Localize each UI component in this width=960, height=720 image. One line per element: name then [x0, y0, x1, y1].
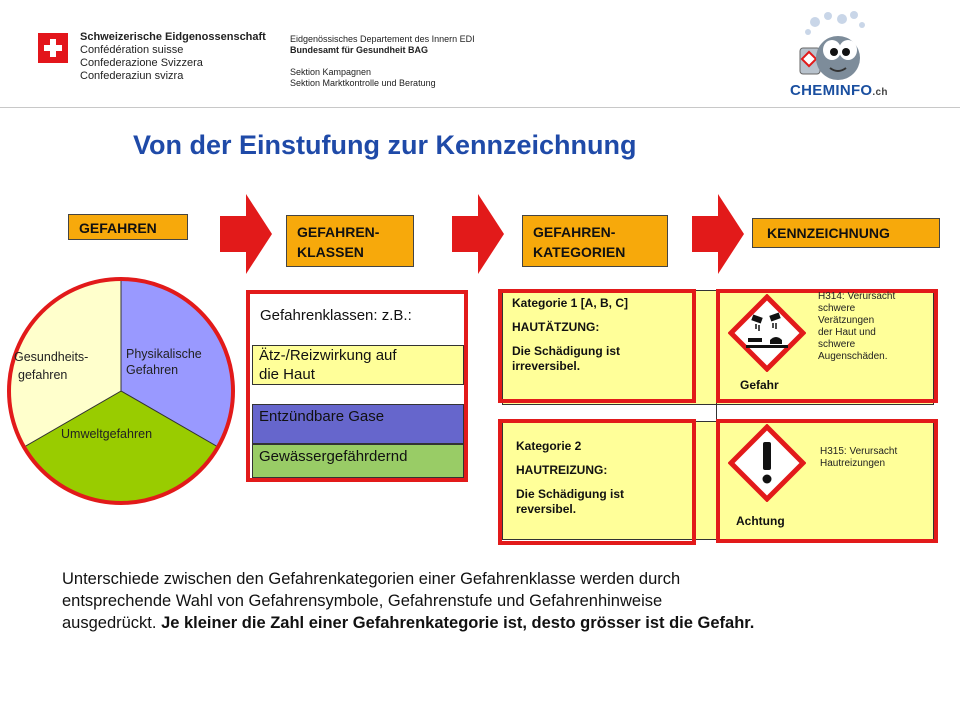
arrow-3-icon: [692, 194, 744, 274]
step-gefahrenklassen: [286, 215, 414, 267]
signal-word-gefahr: Gefahr: [740, 378, 779, 392]
step-label: GEFAHREN-: [533, 224, 616, 240]
gefahrenklassen-box: [246, 290, 468, 482]
label-gesundheit-1: Gesundheits-: [14, 350, 89, 364]
confederation-it: Confederazione Svizzera: [80, 57, 203, 69]
arrow-1-icon: [220, 194, 272, 274]
corrosion-icon: [728, 294, 806, 372]
hazard-line: H314: Verursacht: [818, 291, 896, 302]
hazard-line: Verätzungen: [818, 315, 875, 326]
kategorie-1-text: [512, 296, 628, 374]
department-info: [290, 34, 475, 89]
label-gesundheit-2: gefahren: [18, 368, 68, 382]
step-gefahrenkategorien: [522, 215, 668, 267]
hazard-line: Hautreizungen: [820, 458, 886, 469]
step-label: KATEGORIEN: [533, 244, 626, 260]
section-line: Sektion Kampagnen: [290, 67, 372, 77]
step-label: GEFAHREN: [79, 220, 157, 236]
hazard-line: schwere: [818, 303, 856, 314]
label-physikalisch-1: Physikalische: [126, 347, 202, 361]
hazard-line: Augenschäden.: [818, 351, 888, 362]
klasse-gewaesser: Gewässergefährdernd: [252, 444, 464, 478]
exclamation-icon: [728, 424, 806, 502]
hazard-pie-diagram: [5, 275, 237, 507]
logo-suffix: .ch: [872, 87, 888, 98]
klasse-aetz-reiz: [252, 345, 464, 385]
explanation-text: [62, 568, 952, 634]
header-divider: [0, 107, 960, 108]
hazard-line: schwere: [818, 339, 856, 350]
kategorie-desc: reversibel.: [516, 502, 577, 516]
explanation-normal: ausgedrückt.: [62, 614, 162, 632]
step-label: KLASSEN: [297, 244, 364, 260]
logo-main: CHEMINFO: [790, 82, 873, 99]
cheminfo-mascot-icon: [790, 10, 880, 90]
confederation-fr: Confédération suisse: [80, 44, 184, 56]
step-label: KENNZEICHNUNG: [767, 225, 890, 241]
label-physikalisch-2: Gefahren: [126, 363, 179, 377]
hazard-line: der Haut und: [818, 327, 876, 338]
step-kennzeichnung: [752, 218, 940, 248]
step-label: GEFAHREN-: [297, 224, 380, 240]
klasse-label: Ätz-/Reizwirkung auf: [259, 347, 397, 364]
klassen-header: Gefahrenklassen: z.B.:: [260, 307, 412, 324]
kategorie-title: Kategorie 1 [A, B, C]: [512, 296, 629, 310]
klasse-entzuendbar: Entzündbare Gase: [252, 404, 464, 444]
cheminfo-logo: [790, 82, 888, 99]
confederation-name: [80, 31, 266, 83]
hazard-statement-h314: [818, 291, 938, 363]
kategorie-name: HAUTÄTZUNG:: [512, 320, 600, 334]
label-umwelt: Umweltgefahren: [61, 427, 153, 441]
kategorie-name: HAUTREIZUNG:: [516, 463, 608, 477]
kategorie-desc: Die Schädigung ist: [512, 344, 621, 358]
explanation-emphasis: Je kleiner die Zahl einer Gefahrenkategorie ist, desto grösser ist die Gefahr.: [161, 614, 755, 632]
kategorie-2-text: [516, 439, 624, 517]
section-line: Sektion Marktkontrolle und Beratung: [290, 78, 436, 88]
hazard-line: H315: Verursacht: [820, 446, 898, 457]
hazard-statement-h315: [820, 446, 938, 470]
confederation-rm: Confederaziun svizra: [80, 70, 184, 82]
explanation-line: [62, 612, 952, 634]
step-gefahren: [68, 214, 188, 240]
klasse-label: die Haut: [259, 366, 315, 383]
kategorie-title: Kategorie 2: [516, 439, 582, 453]
swiss-flag-icon: [38, 33, 68, 63]
explanation-line: entsprechende Wahl von Gefahrensymbole, Gefahrenstufe und Gefahrenhinweise: [62, 592, 663, 610]
office-line: Bundesamt für Gesundheit BAG: [290, 45, 429, 55]
department-line: Eidgenössisches Departement des Innern EDI: [290, 34, 475, 44]
kategorie-desc: Die Schädigung ist: [516, 487, 625, 501]
arrow-2-icon: [452, 194, 504, 274]
page-title: Von der Einstufung zur Kennzeichnung: [133, 130, 637, 160]
kategorie-desc: irreversibel.: [512, 359, 581, 373]
spacer: [290, 56, 475, 67]
confederation-de: Schweizerische Eidgenossenschaft: [80, 31, 266, 43]
signal-word-achtung: Achtung: [736, 514, 785, 528]
explanation-line: Unterschiede zwischen den Gefahrenkategorien einer Gefahrenklasse werden durch: [62, 570, 681, 588]
